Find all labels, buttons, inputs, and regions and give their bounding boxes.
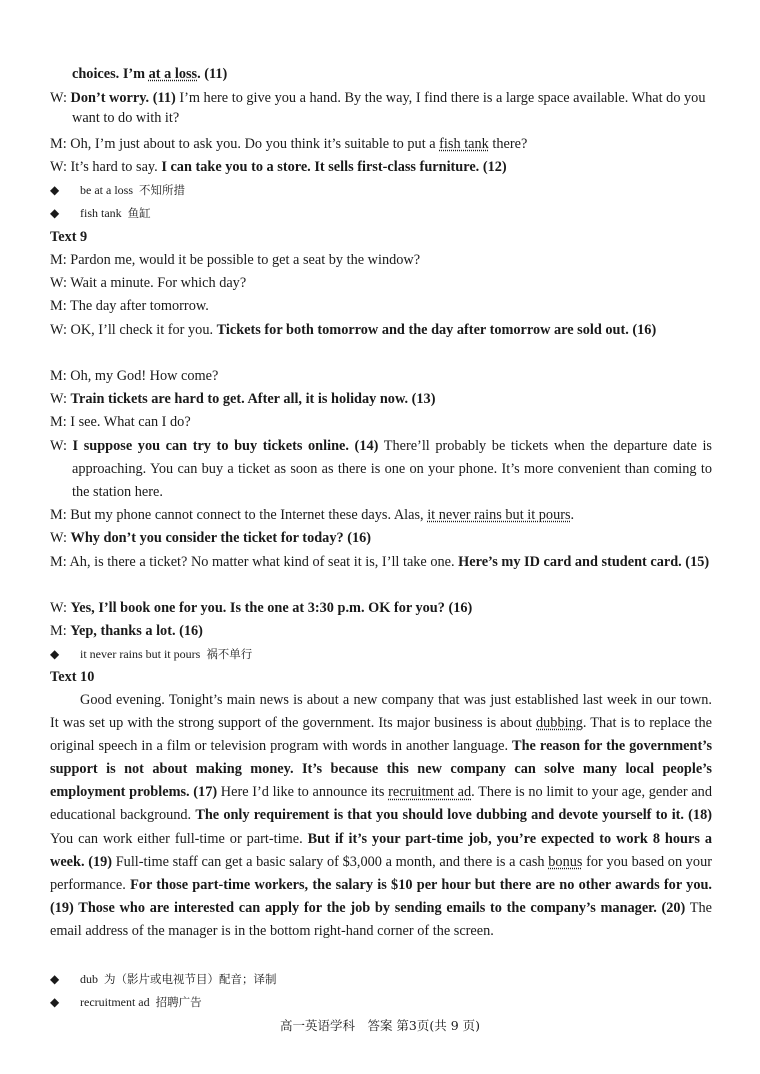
dialogue-line: W: Don’t worry. (11) I’m here to give you a hand. By the way, I find there is a large space available. What do you want to do with it?: [50, 90, 706, 126]
dialogue-line: W: It’s hard to say. I can take you to a store. It sells first-class furniture. (12): [50, 159, 507, 175]
dialogue-line: M: Yep, thanks a lot. (16): [50, 623, 203, 639]
vocab-note: ◆ fish tank 鱼缸: [50, 203, 151, 223]
dialogue-line: M: Oh, I’m just about to ask you. Do you think it’s suitable to put a fish tank there?: [50, 136, 528, 152]
diamond-bullet-icon: ◆: [50, 647, 60, 661]
vocab-note: ◆ it never rains but it pours 祸不单行: [50, 644, 252, 664]
dialogue-line: W: I suppose you can try to buy tickets online. (14) There’ll probably be tickets when the departure date is approaching. You can buy a ticket as soon as there is one on your phone. It’s more convenient than coming to the station here.: [50, 438, 712, 501]
vocab-underline: it never rains but it pours: [427, 507, 571, 523]
news-paragraph: Good evening. Tonight’s main news is about a new company that was just established last week in our town. It was set up with the strong support of the government. Its major business is about dubbing. That is to replace the original speech in a film or television program with words in another language. The reason for the government’s support is not about making money. It’s because this new company can solve many local people’s employment problems. (17) Here I’d like to announce its recruitment ad. There is no limit to your age, gender and educational background. The only requirement is that you should love dubbing and devote yourself to it. (18) You can work either full-time or part-time. But if it’s your part-time job, you’re expected to work 8 hours a week. (19) Full-time staff can get a basic salary of $3,000 a month, and there is a cash bonus for you based on your performance. For those part-time workers, the salary is $10 per hour but there are no other awards for you. (19) Those who are interested can apply for the job by sending emails to the company’s manager. (20) The email address of the manager is in the bottom right-hand corner of the screen.: [50, 692, 713, 939]
dialogue-line: M: Pardon me, would it be possible to get a seat by the window?: [50, 252, 421, 268]
vocab-underline: at a loss: [148, 66, 198, 82]
dialogue-line: M: I see. What can I do?: [50, 414, 191, 430]
dialogue-line: M: Oh, my God! How come?: [50, 368, 219, 384]
vocab-underline: fish tank: [439, 136, 489, 152]
vocab-underline: dubbing: [536, 715, 583, 732]
dialogue-line: M: The day after tomorrow.: [50, 298, 209, 314]
dialogue-line: W: Yes, I’ll book one for you. Is the one at 3:30 p.m. OK for you? (16): [50, 600, 473, 616]
section-heading: Text 9: [50, 229, 88, 245]
vocab-note: ◆ dub 为（影片或电视节目）配音；译制: [50, 969, 277, 989]
vocab-note: ◆ recruitment ad 招聘广告: [50, 992, 202, 1012]
dialogue-line: choices. I’m at a loss. (11): [72, 66, 228, 82]
dialogue-line: W: Train tickets are hard to get. After all, it is holiday now. (13): [50, 391, 436, 407]
section-heading: Text 10: [50, 669, 95, 685]
diamond-bullet-icon: ◆: [50, 206, 60, 220]
dialogue-line: W: Wait a minute. For which day?: [50, 275, 247, 291]
diamond-bullet-icon: ◆: [50, 995, 60, 1009]
dialogue-line: M: But my phone cannot connect to the Internet these days. Alas, it never rains but it pours.: [50, 507, 575, 523]
vocab-underline: bonus: [548, 853, 583, 870]
dialogue-line: M: Ah, is there a ticket? No matter what kind of seat it is, I’ll take one. Here’s my ID card and student card. (15): [50, 554, 710, 570]
vocab-note: ◆ be at a loss 不知所措: [50, 180, 185, 200]
vocab-underline: recruitment ad: [388, 784, 472, 801]
dialogue-line: W: Why don’t you consider the ticket for today? (16): [50, 530, 372, 546]
diamond-bullet-icon: ◆: [50, 183, 60, 197]
diamond-bullet-icon: ◆: [50, 972, 60, 986]
page-footer: 高一英语学科 答案 第3页(共 9 页): [279, 1018, 481, 1033]
dialogue-line: W: OK, I’ll check it for you. Tickets for both tomorrow and the day after tomorrow are sold out. (16): [50, 322, 657, 338]
